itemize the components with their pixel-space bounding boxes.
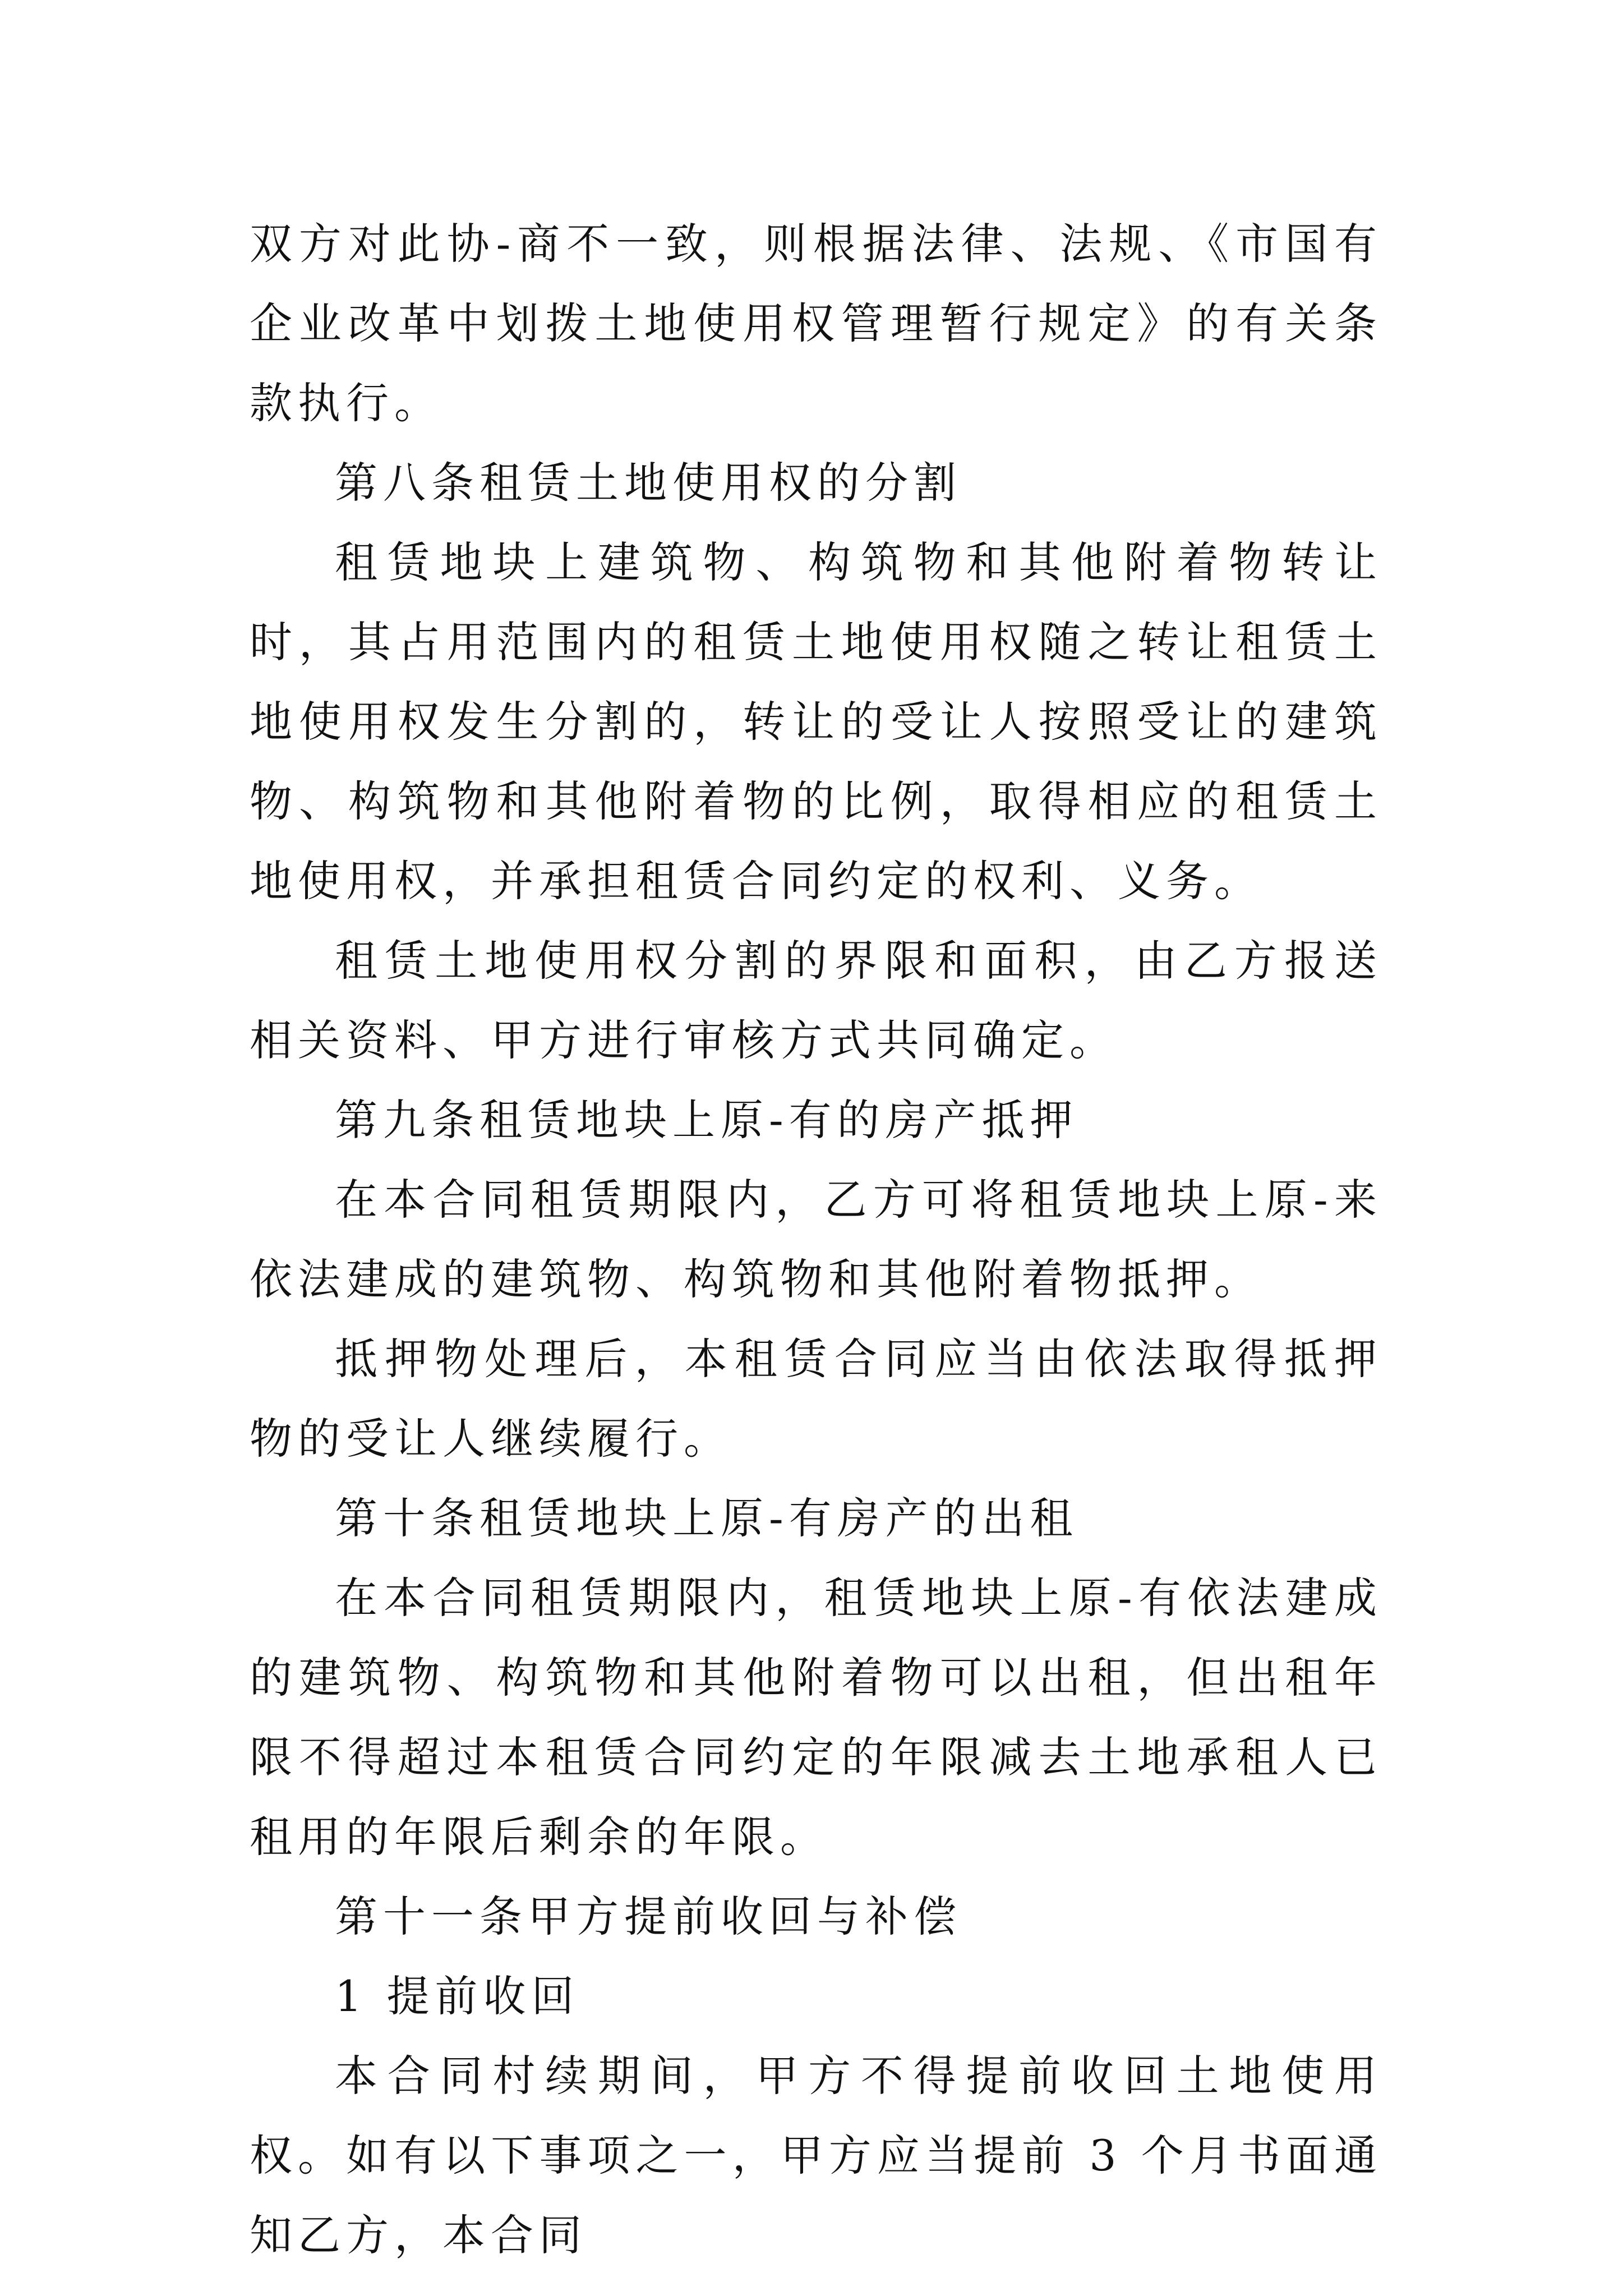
paragraph-continuation: 双方对此协-商不一致，则根据法律、法规、《市国有企业改革中划拨土地使用权管理暂行规定》的有关条款执行。 [250,219,1382,428]
article-8-heading: 第八条租赁土地使用权的分割 [335,458,962,508]
paragraph: 租赁土地使用权分割的界限和面积，由乙方报送相关资料、甲方进行审核方式共同确定。 [250,936,1382,1065]
paragraph: 抵押物处理后，本租赁合同应当由依法取得抵押物的受让人继续履行。 [250,1334,1382,1464]
paragraph: 本合同村续期间，甲方不得提前收回土地使用权。如有以下事项之一，甲方应当提前 3 个月书面通知乙方，本合同 [250,2051,1382,2260]
subsection-heading: 1 提前收回 [335,1971,580,2021]
paragraph: 在本合同租赁期限内，租赁地块上原-有依法建成的建筑物、构筑物和其他附着物可以出租，但出租年限不得超过本租赁合同约定的年限减去土地承租人已租用的年限后剩余的年限。 [250,1573,1382,1862]
article-11-heading: 第十一条甲方提前收回与补偿 [335,1892,962,1941]
article-9-heading: 第九条租赁地块上原-有的房产抵押 [335,1095,1078,1145]
article-10-heading: 第十条租赁地块上原-有房产的出租 [335,1493,1078,1543]
document-body [250,204,1382,2275]
paragraph: 在本合同租赁期限内，乙方可将租赁地块上原-来依法建成的建筑物、构筑物和其他附着物抵押。 [250,1175,1382,1304]
paragraph: 租赁地块上建筑物、构筑物和其他附着物转让时，其占用范围内的租赁土地使用权随之转让租赁土地使用权发生分割的，转让的受让人按照受让的建筑物、构筑物和其他附着物的比例，取得相应的租赁土地使用权，并承担租赁合同约定的权利、义务。 [250,537,1382,906]
